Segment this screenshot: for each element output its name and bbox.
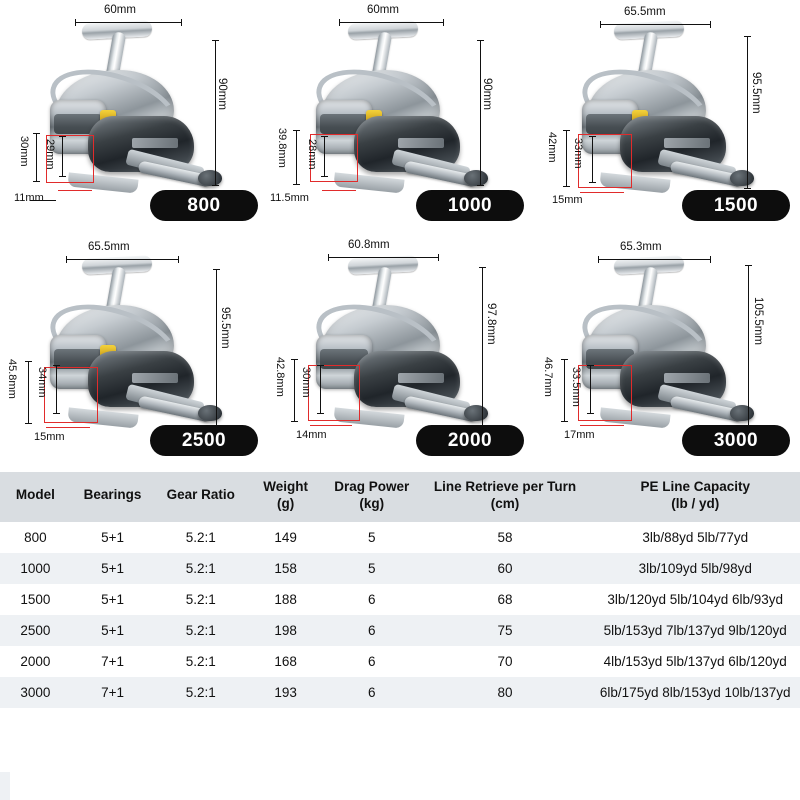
dim-spool-depth-label: 11mm	[14, 192, 44, 204]
dim-width-line	[598, 259, 710, 260]
dim-width-line	[328, 257, 438, 258]
cell-weight: 188	[274, 591, 297, 607]
cell-weight: 168	[274, 653, 297, 669]
cell-bearings: 5+1	[101, 529, 124, 545]
cell-gear-ratio: 5.2:1	[185, 529, 216, 545]
column-header-bearings	[71, 472, 155, 522]
column-header-weight-line2: (g)	[276, 495, 295, 511]
product-card-3000	[532, 235, 798, 470]
cell-model: 2000	[20, 653, 51, 669]
dim-width-label: 60.8mm	[348, 239, 390, 251]
dim-height-line	[480, 40, 481, 185]
dim-width-label: 65.5mm	[88, 241, 130, 253]
table-row	[0, 522, 800, 553]
cell-retrieve: 68	[497, 591, 513, 607]
dim-spool-inner-label: 34mm	[36, 367, 48, 398]
dim-width-label: 65.5mm	[624, 6, 666, 18]
cell-retrieve: 75	[497, 622, 513, 638]
dim-height-label: 90mm	[216, 78, 228, 110]
cell-model: 800	[24, 529, 47, 545]
dim-spool-depth-label: 15mm	[34, 431, 65, 443]
column-header-model	[0, 472, 71, 522]
product-card-800	[0, 0, 266, 235]
table-row	[0, 584, 800, 615]
column-header-bearings-line1: Bearings	[83, 487, 142, 503]
column-header-pe-line1: PE Line Capacity	[640, 479, 751, 494]
model-badge-1500: 1500	[682, 190, 790, 221]
cell-drag: 6	[367, 653, 376, 669]
table-row	[0, 646, 800, 677]
column-header-gear-ratio-line1: Gear Ratio	[166, 487, 235, 503]
spool-highlight-box	[44, 367, 98, 423]
cell-bearings: 5+1	[101, 591, 124, 607]
dim-width-line	[600, 24, 710, 25]
cell-drag: 5	[367, 560, 376, 576]
model-badge-1000: 1000	[416, 190, 524, 221]
dim-spool-inner-label: 28mm	[306, 139, 318, 170]
column-header-drag-power	[324, 472, 420, 522]
dim-height-line	[482, 267, 483, 427]
dim-spool-depth-label: 15mm	[552, 194, 583, 206]
dim-spool-depth-label: 14mm	[296, 429, 327, 441]
product-card-1000	[266, 0, 532, 235]
dim-spool-outer-label: 42mm	[546, 132, 558, 163]
cell-gear-ratio: 5.2:1	[185, 653, 216, 669]
cell-pe: 3lb/120yd 5lb/104yd 6lb/93yd	[607, 591, 784, 607]
cell-model: 1000	[20, 560, 51, 576]
cell-gear-ratio: 5.2:1	[185, 560, 216, 576]
cell-bearings: 7+1	[101, 653, 124, 669]
cell-retrieve: 60	[497, 560, 513, 576]
table-row	[0, 615, 800, 646]
cell-gear-ratio: 5.2:1	[185, 622, 216, 638]
column-header-retrieve-line2: (cm)	[490, 495, 520, 511]
dim-spool-outer-label: 42.8mm	[274, 357, 286, 397]
cell-bearings: 5+1	[101, 560, 124, 576]
dim-width-label: 60mm	[104, 4, 136, 16]
specification-table	[0, 472, 800, 708]
cell-drag: 6	[367, 591, 376, 607]
dim-spool-outer-label: 39.8mm	[276, 128, 288, 168]
dim-width-label: 65.3mm	[620, 241, 662, 253]
cell-drag: 6	[367, 684, 376, 700]
column-header-drag-line1: Drag Power	[334, 479, 410, 494]
dim-width-line	[75, 22, 181, 23]
dim-spool-outer-label: 30mm	[18, 136, 30, 167]
dim-height-label: 90mm	[481, 78, 493, 110]
cell-pe: 6lb/175yd 8lb/153yd 10lb/137yd	[599, 684, 791, 700]
cell-pe: 4lb/153yd 5lb/137yd 6lb/120yd	[603, 653, 787, 669]
cell-pe: 5lb/153yd 7lb/137yd 9lb/120yd	[603, 622, 787, 638]
column-header-weight	[247, 472, 324, 522]
column-header-line-retrieve	[420, 472, 591, 522]
table-header-row	[0, 472, 800, 522]
cell-bearings: 7+1	[101, 684, 124, 700]
dim-spool-outer-label: 46.7mm	[542, 357, 554, 397]
table-row	[0, 553, 800, 584]
cell-weight: 198	[274, 622, 297, 638]
cell-weight: 158	[274, 560, 297, 576]
cell-model: 3000	[20, 684, 51, 700]
cell-gear-ratio: 5.2:1	[185, 684, 216, 700]
cell-pe: 3lb/88yd 5lb/77yd	[642, 529, 749, 545]
dim-height-label: 95.5mm	[750, 72, 762, 114]
dim-spool-outer-label: 45.8mm	[6, 359, 18, 399]
dim-width-line	[66, 259, 178, 260]
column-header-gear-ratio	[154, 472, 247, 522]
dim-height-label: 95.5mm	[219, 307, 231, 349]
product-card-2500	[0, 235, 266, 470]
dim-spool-inner-label: 30mm	[300, 367, 312, 398]
column-header-retrieve-line1: Line Retrieve per Turn	[433, 479, 577, 494]
spool-highlight-box	[308, 365, 360, 421]
cell-bearings: 5+1	[101, 622, 124, 638]
model-badge-2000: 2000	[416, 425, 524, 456]
column-header-pe-line2: (lb / yd)	[671, 495, 720, 511]
column-header-weight-line1: Weight	[263, 479, 308, 494]
cell-drag: 6	[367, 622, 376, 638]
dim-height-line	[748, 265, 749, 429]
model-badge-2500: 2500	[150, 425, 258, 456]
cell-gear-ratio: 5.2:1	[185, 591, 216, 607]
dim-width-label: 60mm	[367, 4, 399, 16]
cell-pe: 3lb/109yd 5lb/98yd	[638, 560, 752, 576]
cell-model: 2500	[20, 622, 51, 638]
column-header-model-line1: Model	[15, 487, 55, 503]
dim-spool-depth-label: 11.5mm	[270, 192, 309, 204]
column-header-pe-capacity	[590, 472, 800, 522]
dim-height-label: 97.8mm	[485, 303, 497, 345]
cell-retrieve: 80	[497, 684, 513, 700]
cell-drag: 5	[367, 529, 376, 545]
cell-retrieve: 70	[497, 653, 513, 669]
cell-weight: 149	[274, 529, 297, 545]
table-row	[0, 677, 800, 708]
product-card-1500	[532, 0, 798, 235]
dim-height-line	[747, 36, 748, 188]
spool-highlight-box	[578, 134, 632, 188]
dim-spool-inner-label: 33mm	[572, 138, 584, 169]
model-badge-800: 800	[150, 190, 258, 221]
model-badge-3000: 3000	[682, 425, 790, 456]
cell-model: 1500	[20, 591, 51, 607]
cell-retrieve: 58	[497, 529, 513, 545]
product-card-2000	[266, 235, 532, 470]
dim-height-label: 105.5mm	[752, 297, 764, 345]
dim-width-line	[339, 22, 443, 23]
dim-height-line	[216, 269, 217, 425]
dim-spool-inner-label: 29mm	[44, 139, 56, 170]
page-footer-strip	[0, 772, 800, 800]
dim-spool-depth-label: 17mm	[564, 429, 595, 441]
column-header-drag-line2: (kg)	[359, 495, 385, 511]
dim-height-line	[215, 40, 216, 185]
dim-spool-inner-label: 33.5mm	[570, 367, 582, 407]
cell-weight: 193	[274, 684, 297, 700]
